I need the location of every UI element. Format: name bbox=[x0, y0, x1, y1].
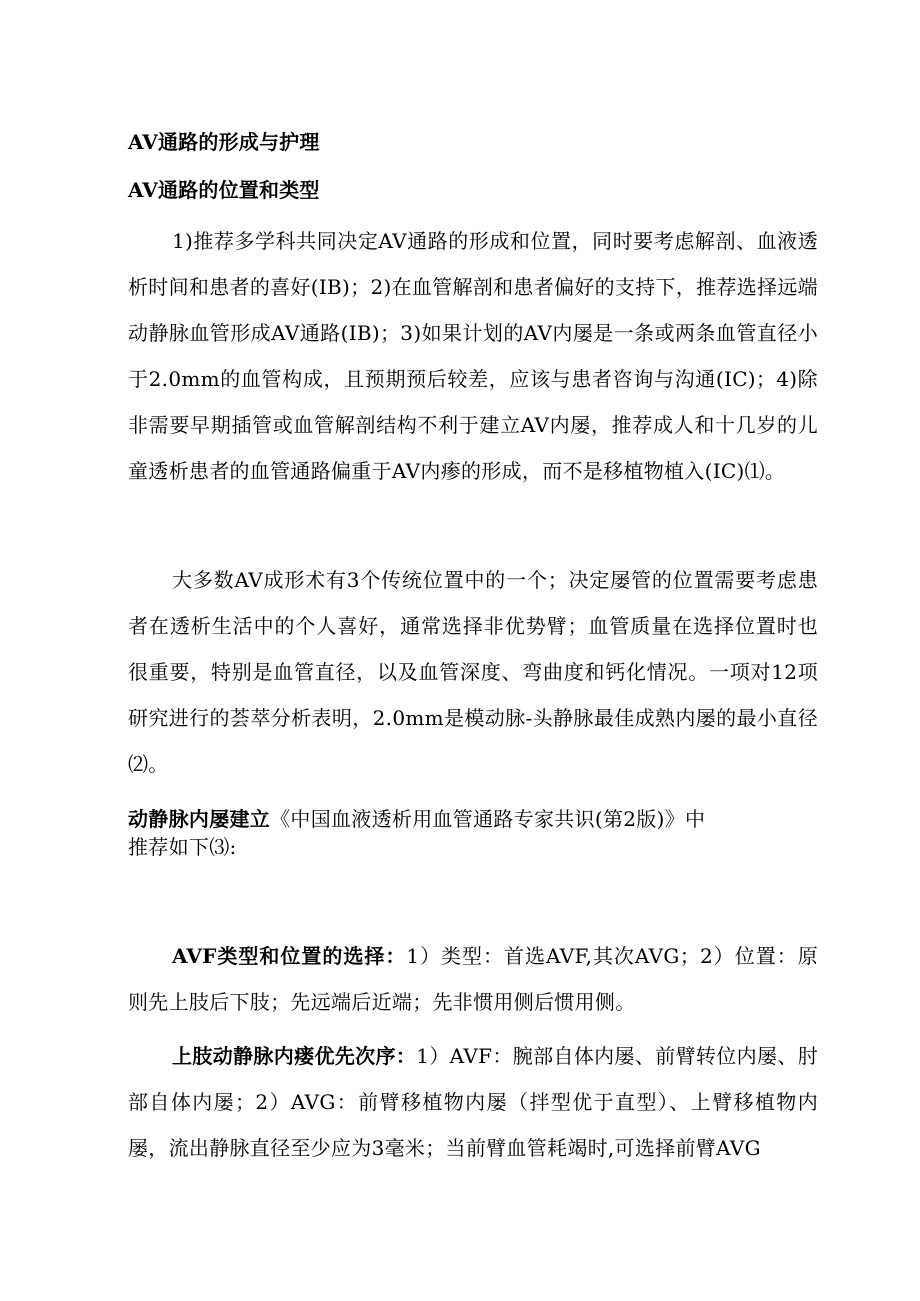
paragraph-upper-limb-text: 1）AVF：腕部自体内屡、前臂转位内屡、肘部自体内屡；2）AVG：前臂移植物内屡（拌型优于直型）、上臂移植物内屡，流出静脉直径至少应为3毫米；当前臂血管耗竭时,可选择前臂AVG bbox=[128, 1044, 818, 1160]
paragraph-upper-limb-priority bbox=[128, 1033, 818, 1171]
paragraph-avf-selection-text: 1）类型：首选AVF,其次AVG；2）位置：原则先上肢后下肢；先远端后近端；先非惯用侧后惯用侧。 bbox=[128, 944, 818, 1014]
paragraph-avf-selection-lead: AVF类型和位置的选择： bbox=[172, 944, 407, 968]
paragraph-consensus-line1: 《中国血液透析用血管通路专家共识(第2版)》中 bbox=[270, 807, 706, 831]
subsection-title: AV通路的位置和类型 bbox=[128, 178, 320, 202]
paragraph-consensus-line2: 推荐如下⑶: bbox=[128, 835, 237, 859]
section-title: AV通路的形成与护理 bbox=[128, 130, 320, 154]
paragraph-consensus-lead: 动静脉内屡建立 bbox=[128, 807, 271, 831]
paragraph-locations: 大多数AV成形术有3个传统位置中的一个；决定屡管的位置需要考虑患者在透析生活中的个人喜好，通常选择非优势臂；血管质量在选择位置时也很重要，特别是血管直径，以及血管深度、弯曲度和钙化情况。一项对12项研究进行的荟萃分析表明，2.0mm是模动脉-头静脉最佳成熟内屡的最小直径⑵。 bbox=[128, 568, 818, 776]
paragraph-recommendations: 1)推荐多学科共同决定AV通路的形成和位置，同时要考虑解剖、血液透析时间和患者的喜好(IB)；2)在血管解剖和患者偏好的支持下，推荐选择远端动静脉血管形成AV通路(IB)；3)如果计划的AV内屡是一条或两条血管直径小于2.0mm的血管构成，且预期预后较差，应该与患者咨询与沟通(IC)；4)除非需要早期插管或血管解剖结构不利于建立AV内屡，推荐成人和十几岁的儿童透析患者的血管通路偏重于AV内瘆的形成，而不是移植物植入(IC)⑴。 bbox=[128, 229, 818, 483]
paragraph-consensus bbox=[128, 805, 818, 861]
paragraph-avf-selection bbox=[128, 933, 818, 1025]
paragraph-upper-limb-lead: 上肢动静脉内瘘优先次序： bbox=[172, 1044, 417, 1068]
